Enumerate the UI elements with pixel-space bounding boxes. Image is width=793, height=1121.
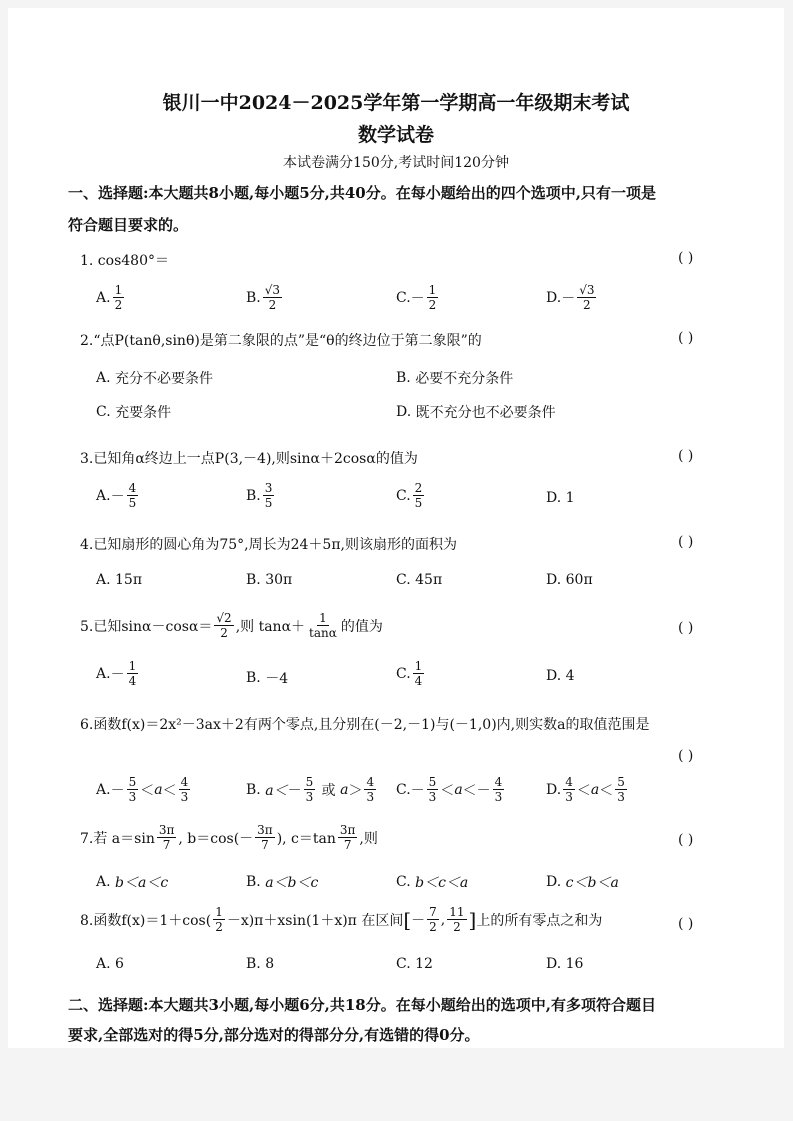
question-4-option-c: C. 45π (396, 572, 443, 588)
fraction: $\frac{√3}{2}$ (264, 283, 281, 312)
question-1-option-a (96, 284, 126, 311)
section-2-line-2: 要求,全部选对的得5分,部分选对的得部分分,有选错的得0分。 (68, 1026, 480, 1044)
question-6-stem: 6.函数f(x)＝2x²－3ax＋2有两个零点,且分别在(－2,－1)与(－1,0)内,则实数a的取值范围是 (80, 717, 650, 733)
exam-subtitle: 数学试卷 (357, 124, 434, 146)
question-2-option-b: B. 必要不充分条件 (396, 370, 514, 387)
question-2-stem: 2.“点P(tanθ,sinθ)是第二象限的点”是“θ的终边位于第二象限”的 (80, 333, 482, 349)
question-8-option-b: B. 8 (246, 956, 275, 972)
question-3-option-c: C. $\frac{2}{5}$ (396, 481, 423, 510)
question-1-option-b (246, 284, 284, 311)
option-label: D. (546, 289, 562, 306)
question-6-option-a: A. － $\frac{5}{3}$ ＜ a ＜ $\frac{4}{3}$ (96, 775, 189, 804)
question-5-option-c: C. $\frac{1}{4}$ (396, 659, 423, 688)
question-7-option-b: B. a＜b＜c (246, 874, 319, 891)
answer-blank: ( ) (678, 330, 694, 346)
exam-note: 本试卷满分150分,考试时间120分钟 (283, 155, 509, 171)
question-3-option-a: A. － $\frac{4}{5}$ (96, 481, 137, 510)
fraction: $\frac{2}{5}$ (414, 481, 423, 510)
question-8-option-a: A. 6 (96, 956, 124, 972)
fraction: $\frac{1}{2}$ (428, 283, 437, 312)
question-2-option-d: D. 既不充分也不必要条件 (396, 404, 556, 421)
section-1-line-2: 符合题目要求的。 (68, 216, 189, 234)
fraction: $\frac{1}{2}$ (114, 283, 123, 312)
question-5-option-a: A. － $\frac{1}{4}$ (96, 659, 137, 688)
question-5-option-b: B. －4 (246, 670, 289, 687)
question-1-option-c: C. － $\frac{1}{2}$ (396, 283, 437, 312)
question-2-option-c: C. 充要条件 (96, 404, 172, 421)
option-label: B. (246, 289, 261, 306)
answer-blank: ( ) (678, 832, 694, 848)
fraction: $\frac{1}{4}$ (414, 659, 423, 688)
fraction: $\frac{3}{5}$ (264, 481, 273, 510)
question-3-option-d: D. 1 (546, 490, 575, 506)
question-4-option-a: A. 15π (96, 572, 143, 588)
answer-blank: ( ) (678, 448, 694, 464)
question-6-option-b: B. a＜ － $\frac{5}{3}$ 或 a ＞ $\frac{4}{3}$ (246, 775, 375, 804)
question-3-option-b: B. $\frac{3}{5}$ (246, 481, 273, 510)
section-2-line-1: 二、选择题:本大题共3小题,每小题6分,共18分。在每小题给出的选项中,有多项符合题目 (68, 996, 656, 1014)
question-4-option-d: D. 60π (546, 572, 593, 588)
question-8-stem: 8.函数f(x)＝1＋cos( $\frac{1}{2}$ －x)π＋xsin(1＋x)π 在区间 [ － $\frac{7}{2}$ , $\frac{11}{2}$ ] 上的所有零点之和为 (80, 905, 603, 934)
question-6-option-d: D. $\frac{4}{3}$ ＜ a ＜ $\frac{5}{3}$ (546, 775, 625, 804)
question-1-option-d: D. － $\frac{√3}{2}$ (546, 283, 595, 312)
question-2-option-a: A. 充分不必要条件 (96, 370, 214, 387)
answer-blank: ( ) (678, 620, 694, 636)
question-8-option-d: D. 16 (546, 956, 584, 972)
question-7-stem: 7.若 a＝sin $\frac{3\pi}{7}$ , b＝cos(－ $\frac{3\pi}{7}$ ), c＝tan $\frac{3\pi}{7}$ ,则 (80, 823, 378, 852)
question-1-stem: 1. cos480°＝ (80, 253, 169, 269)
option-label: C. (396, 289, 411, 306)
answer-blank: ( ) (678, 534, 694, 550)
fraction: $\frac{4}{5}$ (128, 481, 137, 510)
fraction: $\frac{1}{\tan\alpha}$ (309, 611, 337, 640)
question-4-stem: 4.已知扇形的圆心角为75°,周长为24＋5π,则该扇形的面积为 (80, 537, 457, 553)
question-4-option-b: B. 30π (246, 572, 293, 588)
question-3-stem: 3.已知角α终边上一点P(3,－4),则sinα＋2cosα的值为 (80, 451, 418, 467)
answer-blank: ( ) (678, 250, 694, 266)
question-7-option-d: D. c＜b＜a (546, 874, 619, 891)
question-5-option-d: D. 4 (546, 668, 575, 684)
question-7-option-a: A. b＜a＜c (96, 874, 169, 891)
fraction: $\frac{√3}{2}$ (579, 283, 595, 312)
question-8-option-c: C. 12 (396, 956, 433, 972)
question-6-option-c: C. － $\frac{5}{3}$ ＜ a ＜ － $\frac{4}{3}$ (396, 775, 503, 804)
exam-title: 银川一中2024－2025学年第一学期高一年级期末考试 (162, 92, 630, 114)
option-label: A. (96, 289, 111, 306)
exam-page (8, 8, 784, 1048)
question-7-option-c: C. b＜c＜a (396, 874, 469, 891)
fraction: $\frac{1}{4}$ (128, 659, 137, 688)
fraction: $\frac{√2}{2}$ (216, 611, 232, 640)
answer-blank: ( ) (678, 748, 694, 764)
question-5-stem: 5.已知sinα－cosα＝ $\frac{√2}{2}$ ,则 tanα＋ $\frac{1}{\tan\alpha}$ 的值为 (80, 611, 383, 640)
section-1-line-1: 一、选择题:本大题共8小题,每小题5分,共40分。在每小题给出的四个选项中,只有一项是 (68, 184, 656, 202)
answer-blank: ( ) (678, 916, 694, 932)
